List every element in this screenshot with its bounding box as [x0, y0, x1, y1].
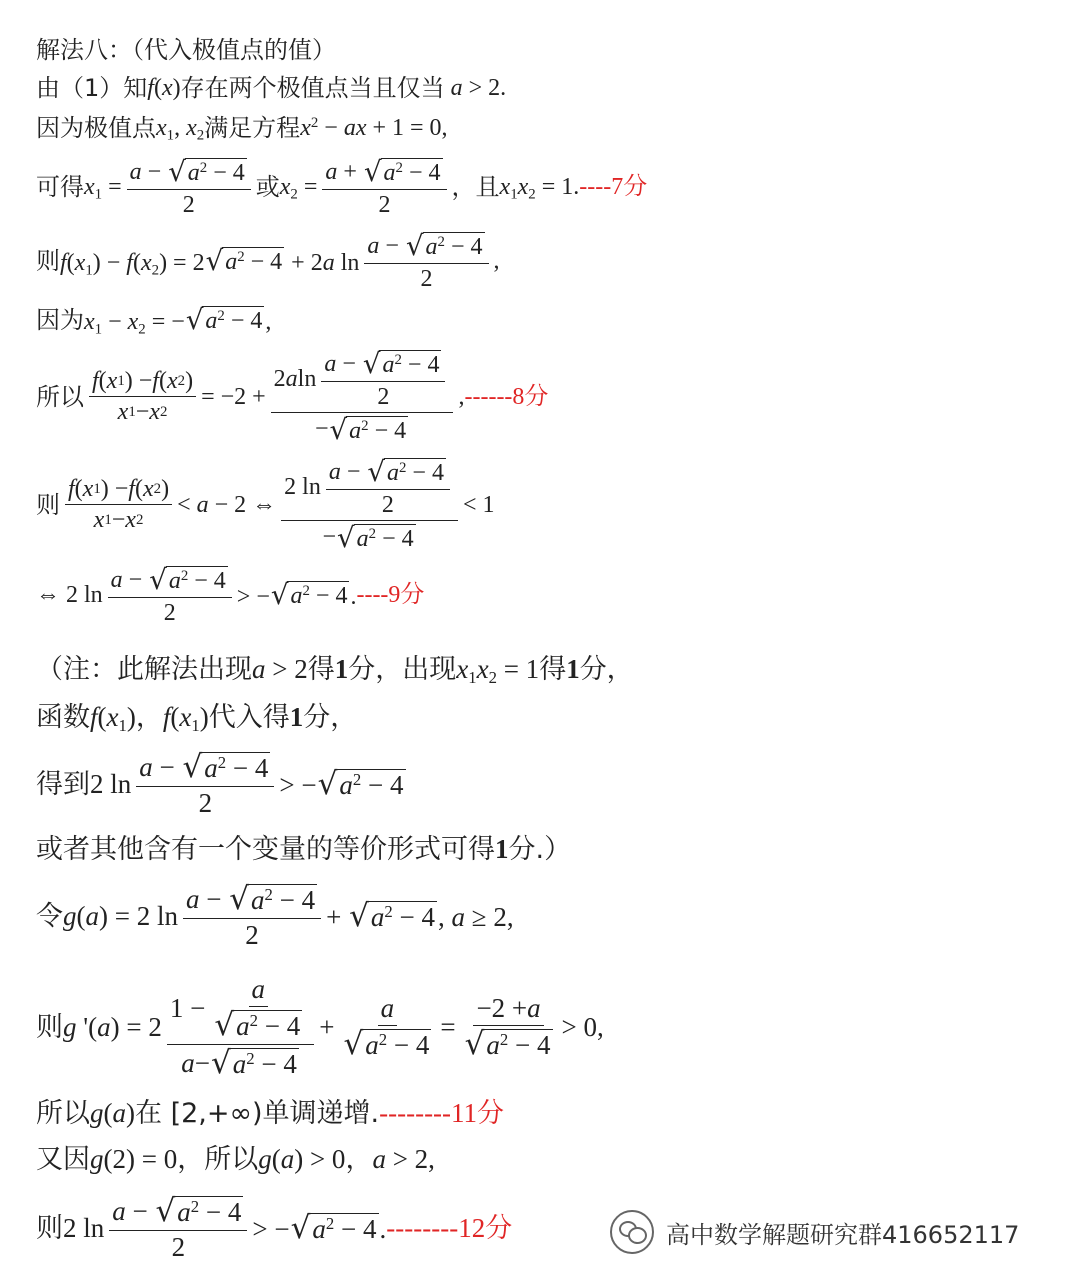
text: 或 — [255, 173, 280, 202]
text: 1 — [289, 702, 304, 732]
text: 分， — [303, 702, 358, 733]
fraction: a − √ $a^2 - 4$ 2 — [108, 566, 232, 625]
solution-heading — [36, 38, 336, 62]
text: 因为 — [36, 306, 84, 334]
text: 存在两个极值点当且仅当 — [180, 74, 445, 102]
fraction: a − √ $a^2 - 4$ 2 — [127, 158, 251, 217]
line-x-difference — [36, 303, 272, 338]
fraction: a + √ $a^2 - 4$ 2 — [322, 158, 446, 217]
text: 函数 — [36, 702, 90, 733]
heading-text: 解法八：（代入极值点的值） — [36, 36, 336, 64]
text: 或者其他含有一个变量的等价形式可得 — [36, 834, 495, 865]
text: 则 — [36, 1012, 63, 1044]
text: 1 — [495, 834, 509, 864]
text: 分，出现 — [348, 654, 457, 685]
line-inequality-equivalence: 则 f ( x 1 ) − f ( x 2 ) x 1 − x 2 < a − 2 ⇔ 2 ln a − √ $a^2 - 4$ 2 − √ $a^2 - 4$ < 1 — [36, 455, 495, 554]
formula: $x_1x_2 = 1$. — [499, 174, 580, 203]
text: 分， — [579, 654, 634, 685]
score-mark: ------8分 — [464, 383, 549, 410]
fraction: a − √ $a^2 - 4$ 2 — [136, 752, 274, 817]
text: 令 — [36, 901, 63, 933]
line-slope: 所以 f ( x 1 ) − f ( x 2 ) x 1 − x 2 = −2 + 2 a ln a − √ $a^2 - 4$ 2 − √ $a^2 - 4$ , ------8分 — [36, 347, 549, 446]
text: 可得 — [36, 173, 84, 202]
fraction: 2 a ln a − √ $a^2 - 4$ 2 − √ $a^2 - 4$ — [271, 350, 454, 443]
note-line-1: （注：此解法出现 a > 2 得 1 分，出现 $x_1x_2 = 1$ 得 1 分， — [36, 654, 634, 688]
note-line-4 — [36, 836, 571, 863]
line-monotonic: 所以 g(a) 在 [2,+∞)单调递增. --------11分 — [36, 1098, 505, 1129]
text: 代入得 — [208, 702, 290, 733]
score-mark: --------11分 — [379, 1098, 505, 1128]
fraction: a − √ $a^2 - 4$ 2 — [364, 232, 488, 291]
text: 1 — [334, 654, 349, 684]
line-difference: 则 $f(x_1) - f(x_2) = 2$ √ $a^2 - 4$ + 2a ln a − √ $a^2 - 4$ 2 , — [36, 229, 500, 292]
formula: $x_2$ = — [279, 174, 318, 203]
fraction: f ( x 1 ) − f ( x 2 ) x 1 − x 2 — [65, 477, 172, 532]
text: 又因 — [36, 1144, 90, 1175]
line-derivative: 则 g '(a) = 2 1 − a √ $a^2 - 4$ a − √ $a^2 - 4$ + a √ $a^2 - 4$ = −2 + a √ $a^2 - 4$ > 0, — [36, 974, 604, 1082]
note-line-3: 得到 2 ln a − √ $a^2 - 4$ 2 > − √ $a^2 - 4$ — [36, 749, 404, 819]
text: 分.） — [508, 834, 572, 865]
text: 得 — [539, 654, 567, 685]
fraction: −2 + a √ $a^2 - 4$ — [464, 993, 551, 1063]
note-line-2: 函数 $f(x_1)$ ， $f(x_1)$ 代入得 1 分， — [36, 702, 358, 736]
text: 由（1）知 — [36, 74, 148, 102]
text: ， — [135, 702, 163, 733]
fraction: f ( x 1 ) − f ( x 2 ) x 1 − x 2 — [89, 369, 196, 424]
line-equation-condition — [36, 114, 448, 144]
score-mark: ----7分 — [579, 174, 648, 201]
formula: a > 2. — [450, 75, 507, 101]
formula: $x_1 - x_2$ = − √ $a^2 - 4$ , — [84, 303, 272, 338]
text: 得 — [307, 654, 335, 685]
text: 满足方程 — [204, 114, 301, 142]
fraction: 1 − a √ $a^2 - 4$ a − √ $a^2 - 4$ — [167, 976, 314, 1079]
formula: $x_1$ = — [84, 174, 122, 203]
text: 则 — [36, 490, 60, 519]
text: ，所以 — [177, 1144, 259, 1175]
watermark-text: 高中数学解题研究群416652117 — [666, 1220, 1020, 1249]
formula: f(x) — [147, 75, 181, 101]
wechat-icon — [610, 1210, 654, 1254]
text: （注：此解法出现 — [36, 654, 252, 685]
score-mark: --------12分 — [386, 1213, 513, 1244]
formula: $x^2$ − ax + 1 = 0, — [300, 114, 448, 141]
text: 所以 — [36, 1098, 90, 1129]
text: 1 — [566, 654, 580, 684]
text: 所以 — [36, 382, 84, 411]
fraction: a − √ $a^2 - 4$ 2 — [109, 1196, 247, 1261]
watermark — [610, 1210, 1019, 1254]
text: 因为极值点 — [36, 114, 156, 142]
fraction: 2 ln a − √ $a^2 - 4$ 2 − √ $a^2 - 4$ — [281, 458, 458, 551]
line-roots — [36, 155, 648, 218]
formula: $f(x_1) - f(x_2) = 2$ √ $a^2 - 4$ + 2a ln — [60, 244, 360, 279]
fraction: a √ $a^2 - 4$ — [343, 993, 430, 1063]
text: 得到 — [36, 769, 90, 801]
line-define-g: 令 g(a) = 2 ln a − √ $a^2 - 4$ 2 + √ $a^2 - 4$ , a ≥ 2, — [36, 881, 514, 951]
text: ， — [345, 1144, 373, 1175]
formula: $x_1$, $x_2$ — [156, 115, 205, 144]
score-mark: ----9分 — [356, 582, 425, 609]
text: 则 — [36, 247, 60, 276]
text: 则 — [36, 1213, 63, 1245]
text: 在 [2,+∞)单调递增. — [135, 1098, 380, 1129]
line-extreme-points-condition — [36, 76, 506, 100]
line-g-positive: 又因 g(2) = 0 ，所以 g(a) > 0 ， a > 2, — [36, 1144, 435, 1175]
line-equivalent-form: ⇔ 2 ln a − √ $a^2 - 4$ 2 > − √ $a^2 - 4$ . ----9分 — [36, 563, 425, 626]
fraction: a − √ $a^2 - 4$ 2 — [183, 884, 321, 949]
text: ，且 — [451, 173, 500, 202]
line-conclusion: 则 2 ln a − √ $a^2 - 4$ 2 > − √ $a^2 - 4$ . --------12分 — [36, 1193, 513, 1263]
